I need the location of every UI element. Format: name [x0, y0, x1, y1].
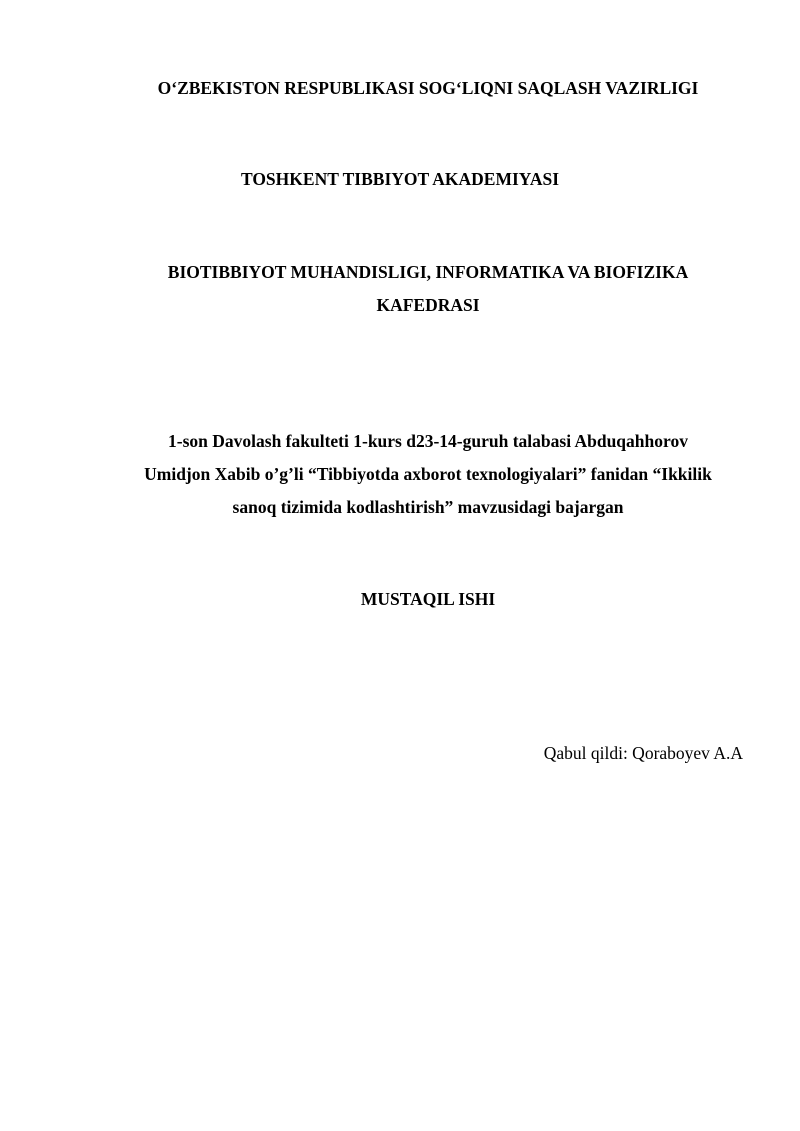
academy-heading: TOSHKENT TIBBIYOT AKADEMIYASI [240, 169, 560, 189]
accepted-by: Qabul qildi: Qoraboyev A.A [543, 742, 743, 763]
work-description-line1: 1-son Davolash fakulteti 1-kurs d23-14-guruh talabasi Abduqahhorov [168, 431, 688, 451]
department-heading-line1: BIOTIBBIYOT MUHANDISLIGI, INFORMATIKA VA BIOFIZIKA [167, 262, 689, 282]
work-title: MUSTAQIL ISHI [360, 589, 496, 609]
work-description-line2: Umidjon Xabib o’g’li “Tibbiyotda axborot texnologiyalari” fanidan “Ikkilik [144, 464, 712, 484]
ministry-heading: O‘ZBEKISTON RESPUBLIKASI SOG‘LIQNI SAQLASH VAZIRLIGI [157, 78, 699, 98]
department-heading-line2: KAFEDRASI [376, 295, 480, 315]
work-description-line3: sanoq tizimida kodlashtirish” mavzusidagi bajargan [232, 497, 624, 517]
